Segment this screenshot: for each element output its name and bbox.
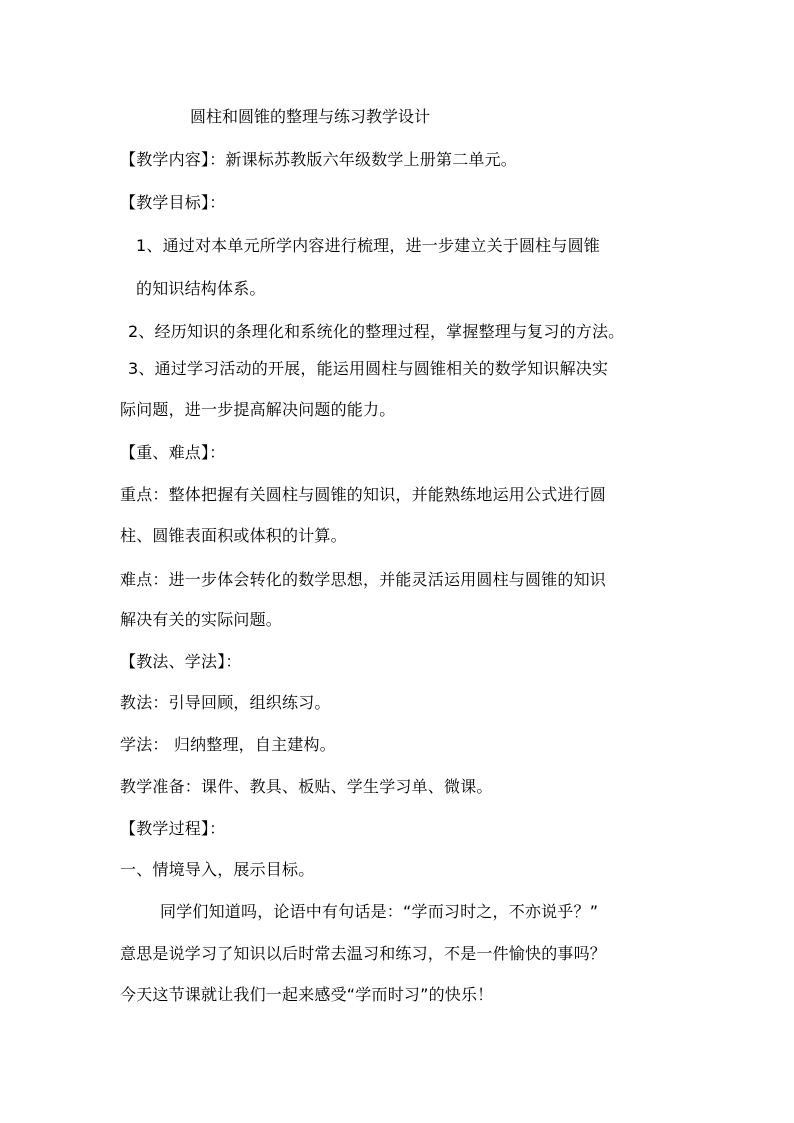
- teaching-content-line: 【教学内容】：新课标苏教版六年级数学上册第二单元。: [120, 150, 518, 169]
- teaching-method-line: 教法：引导回顾，组织练习。: [120, 693, 331, 712]
- difficult-point-line-1: 难点：进一步体会转化的数学思想，并能灵活运用圆柱与圆锥的知识: [120, 570, 607, 589]
- goal-3-line-1: 3、通过学习活动的开展，能运用圆柱与圆锥相关的数学知识解决实: [128, 359, 609, 378]
- key-difficult-heading: 【重、难点】：: [120, 443, 226, 462]
- key-point-line-2: 柱、圆锥表面积或体积的计算。: [120, 526, 347, 545]
- goal-3-line-2: 际问题，进一步提高解决问题的能力。: [120, 400, 396, 419]
- methods-heading: 【教法、学法】：: [120, 652, 242, 671]
- intro-paragraph-line-3: 今天这节课就让我们一起来感受“学而时习”的快乐！: [120, 985, 494, 1004]
- intro-paragraph-line-2: 意思是说学习了知识以后时常去温习和练习，不是一件愉快的事吗？: [120, 944, 607, 963]
- teaching-process-heading: 【教学过程】：: [120, 819, 226, 838]
- key-point-line-1: 重点：整体把握有关圆柱与圆锥的知识，并能熟练地运用公式进行圆: [120, 485, 607, 504]
- difficult-point-line-2: 解决有关的实际问题。: [120, 610, 283, 629]
- goal-1-line-2: 的知识结构体系。: [136, 279, 266, 298]
- learning-method-line: 学法： 归纳整理，自主建构。: [120, 735, 336, 754]
- goal-1-line-1: 1、通过对本单元所学内容进行梳理，进一步建立关于圆柱与圆锥: [136, 236, 600, 255]
- goal-2-line: 2、经历知识的条理化和系统化的整理过程，掌握整理与复习的方法。: [128, 322, 625, 341]
- intro-paragraph-line-1: 同学们知道吗，论语中有句话是：“学而习时之，不亦说乎？”: [160, 902, 599, 921]
- document-title: 圆柱和圆锥的整理与练习教学设计: [190, 107, 431, 126]
- section-one-heading: 一、情境导入，展示目标。: [120, 860, 315, 879]
- teaching-preparation-line: 教学准备：课件、教具、板贴、学生学习单、微课。: [120, 777, 493, 796]
- teaching-goals-heading: 【教学目标】：: [120, 193, 226, 212]
